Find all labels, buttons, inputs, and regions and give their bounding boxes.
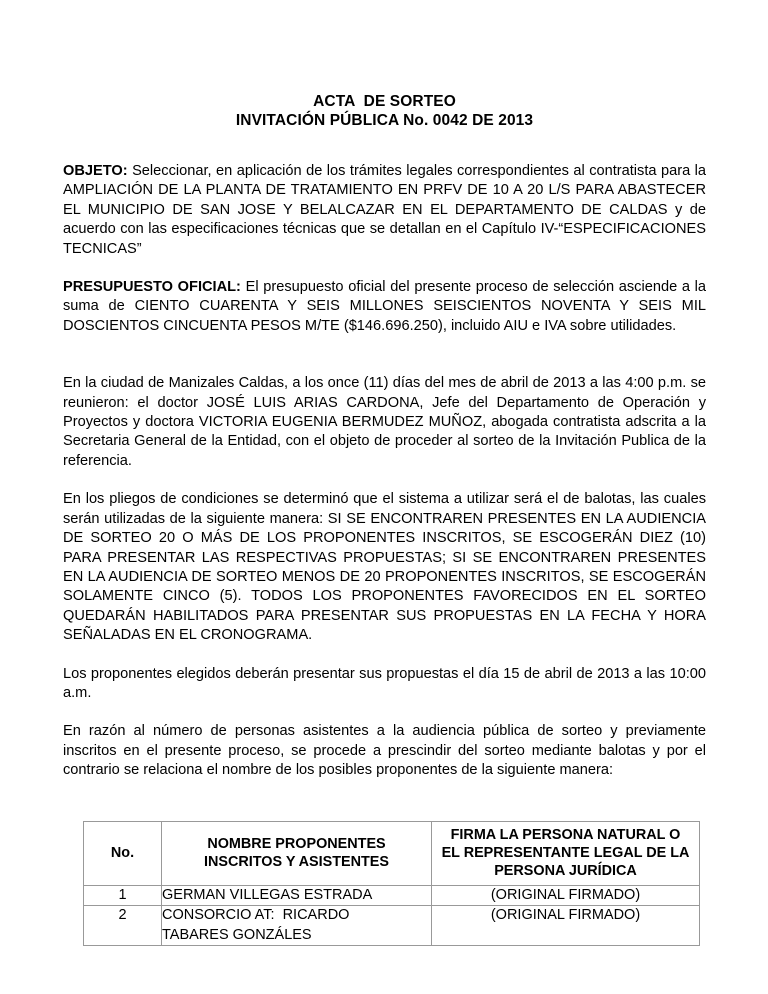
- row-1-nombre-line1: GERMAN VILLEGAS ESTRADA: [162, 886, 373, 903]
- document-content: [63, 0, 706, 946]
- paragraph-reunion: En la ciudad de Manizales Caldas, a los once (11) días del mes de abril de 2013 a las 4:00 p.m. se reunieron: el doctor JOSÉ LUIS ARIAS CARDONA, Jefe del Departamento de Operación y Proyectos y doctora VICTORIA EUGENIA BERMUDEZ MUÑOZ, abogada contratista adscrita a la Secretaria General de la Entidad, con el objeto de proceder al sorteo de la Invitación Publica de la referencia.: [63, 375, 706, 469]
- proponentes-table: [83, 821, 700, 947]
- column-header-firma-line1: FIRMA LA PERSONA NATURAL O: [450, 826, 681, 843]
- table-header-row: [84, 821, 700, 885]
- title-line-1: ACTA DE SORTEO: [313, 93, 456, 110]
- title-line-2: INVITACIÓN PÚBLICA No. 0042 DE 2013: [235, 112, 534, 129]
- column-header-no: No.: [84, 821, 162, 885]
- row-2-no: 2: [84, 906, 162, 946]
- presupuesto-body: El presupuesto oficial del presente proceso de selección asciende a la suma de CIENTO CUARENTA Y SEIS MILLONES SEISCIENTOS NOVENTA Y SEIS MIL DOSCIENTOS CINCUENTA PESOS M/TE ($146.696.250), incluido AIU e IVA sobre utilidades.: [63, 279, 706, 334]
- proponentes-table-wrapper: [63, 821, 706, 947]
- row-1-no: 1: [84, 885, 162, 906]
- table-body: [84, 885, 700, 946]
- row-2-nombre: [162, 906, 432, 946]
- row-2-nombre-line2: TABARES GONZÁLES: [162, 926, 312, 943]
- table-row: [84, 885, 700, 906]
- column-header-firma-line2: EL REPRESENTANTE LEGAL DE LA: [441, 844, 690, 861]
- row-2-nombre-line1: CONSORCIO AT: RICARDO: [162, 907, 350, 924]
- column-header-firma: [432, 821, 700, 885]
- document-title: [63, 92, 706, 130]
- paragraph-elegidos: Los proponentes elegidos deberán presentar sus propuestas el día 15 de abril de 2013 a las 10:00 a.m.: [63, 665, 706, 701]
- paragraph-presupuesto: [63, 278, 706, 336]
- objeto-label: OBJETO:: [63, 163, 128, 179]
- row-2-firma: (ORIGINAL FIRMADO): [432, 906, 700, 946]
- column-header-nombre-line2: INSCRITOS Y ASISTENTES: [204, 853, 389, 870]
- table-row: [84, 906, 700, 946]
- paragraph-objeto: [63, 162, 706, 259]
- paragraph-pliegos: En los pliegos de condiciones se determinó que el sistema a utilizar será el de balotas, las cuales serán utilizadas de la siguiente manera: SI SE ENCONTRAREN PRESENTES EN LA AUDIENCIA DE SORTEO 20 O MÁS DE LOS PROPONENTES INSCRITOS, SE ESCOGERÁN DIEZ (10) PARA PRESENTAR LAS RESPECTIVAS PROPUESTAS; SI SE ENCONTRAREN PRESENTES EN LA AUDIENCIA DE SORTEO MENOS DE 20 PROPONENTES INSCRITOS, SE ESCOGERÁN SOLAMENTE CINCO (5). TODOS LOS PROPONENTES FAVORECIDOS EN EL SORTEO QUEDARÁN HABILITADOS PARA PRESENTAR SUS PROPUESTAS EN LA FECHA Y HORA SEÑALADAS EN EL CRONOGRAMA.: [63, 491, 706, 644]
- table-head: [84, 821, 700, 885]
- column-header-firma-line3: PERSONA JURÍDICA: [494, 862, 637, 879]
- presupuesto-label: PRESUPUESTO OFICIAL:: [63, 279, 241, 296]
- column-header-nombre-line1: NOMBRE PROPONENTES: [207, 835, 386, 852]
- objeto-body: Seleccionar, en aplicación de los trámites legales correspondientes al contratista para la AMPLIACIÓN DE LA PLANTA DE TRATAMIENTO EN PRFV DE 10 A 20 L/S PARA ABASTECER EL MUNICIPIO DE SAN JOSE Y BELALCAZAR EN EL DEPARTAMENTO DE CALDAS y de acuerdo con las especificaciones técnicas que se detallan en el Capítulo IV-“ESPECIFICACIONES TECNICAS”: [63, 163, 706, 257]
- row-1-firma: (ORIGINAL FIRMADO): [432, 885, 700, 906]
- row-1-nombre: [162, 885, 432, 906]
- paragraph-razon: En razón al número de personas asistentes a la audiencia pública de sorteo y previamente inscritos en el presente proceso, se procede a prescindir del sorteo mediante balotas y por el contrario se relaciona el nombre de los posibles proponentes de la siguiente manera:: [63, 723, 706, 779]
- column-header-nombre: [162, 821, 432, 885]
